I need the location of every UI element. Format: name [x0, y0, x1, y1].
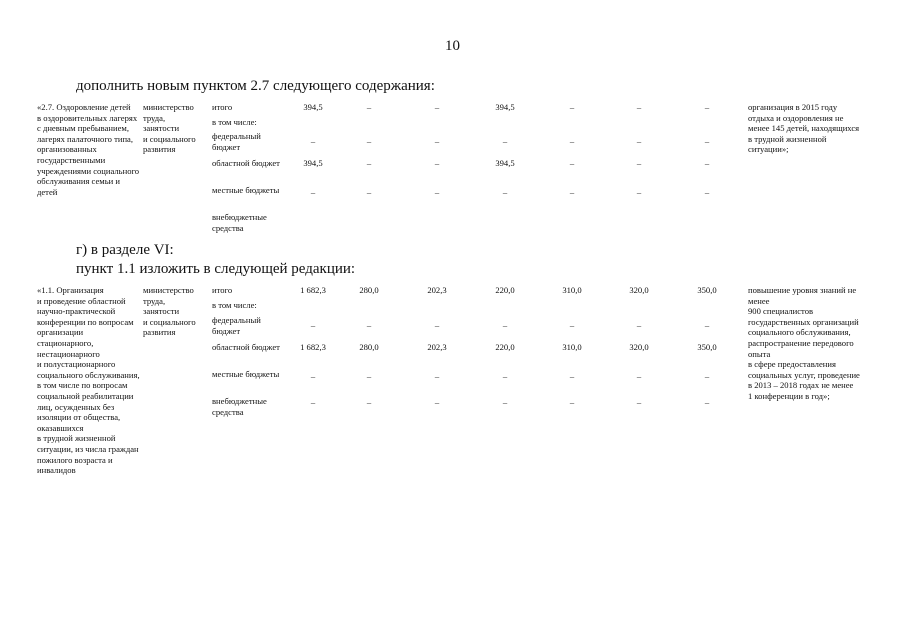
value-total-sum: – — [310, 397, 316, 407]
value-2017: – — [636, 187, 642, 197]
value-2013: – — [366, 187, 372, 197]
value-2013: 280,0 — [359, 342, 379, 352]
source-federal: федеральный бюджет — [212, 315, 261, 336]
values-total — [289, 285, 729, 296]
value-2018: 350,0 — [697, 285, 717, 295]
value-2018: – — [704, 187, 710, 197]
value-2016: – — [569, 158, 575, 168]
value-2018: – — [704, 371, 710, 381]
result-cell: организация в 2015 году отдыха и оздоровления не менее 145 детей, находящихся в трудной жизненной ситуации»; — [748, 102, 860, 155]
value-2015: – — [502, 136, 508, 146]
value-2016: – — [569, 136, 575, 146]
item-1-1-heading: пункт 1.1 изложить в следующей редакции: — [76, 261, 356, 277]
source-local: местные бюджеты — [212, 369, 280, 379]
value-2018: – — [704, 320, 710, 330]
value-2016: – — [569, 320, 575, 330]
value-2017: 320,0 — [629, 342, 649, 352]
value-2018: – — [704, 158, 710, 168]
amendment-heading-2-7: дополнить новым пунктом 2.7 следующего содержания: — [76, 78, 435, 94]
value-2014: – — [434, 320, 440, 330]
value-2013: – — [366, 136, 372, 146]
result-cell: повышение уровня знаний не менее 900 специалистов государственных организаций социального обслуживания, распространение передового опыта в сфере предоставления социальных услуг, проведение в 2013 – 2018 годах не менее 1 конференции в год»; — [748, 285, 860, 401]
values-federal — [289, 136, 729, 147]
value-2014: 202,3 — [427, 342, 447, 352]
value-2015: 220,0 — [495, 285, 515, 295]
activity-cell: «1.1. Организация и проведение областной научно-практической конференции по вопросам организации стационарного, нестационарного и полустационарного социального обслуживания, в том числе по вопросам социальной реабилитации лиц, осужденных без изоляции от общества, оказавшихся в трудной жизненной ситуации, из числа граждан пожилого возраста и инвалидов — [37, 285, 140, 476]
section-vi-heading: г) в разделе VI: — [76, 242, 174, 258]
value-2013: – — [366, 320, 372, 330]
value-2015: 394,5 — [495, 102, 515, 112]
value-2018: – — [704, 102, 710, 112]
activity-cell: «2.7. Оздоровление детей в оздоровительных лагерях с дневным пребыванием, лагерях палаточного типа, организованных государственными учреждениями социального обслуживания семьи и детей — [37, 102, 140, 197]
value-2014: – — [434, 397, 440, 407]
values-total — [289, 102, 729, 113]
value-2015: – — [502, 187, 508, 197]
page-number: 10 — [445, 38, 460, 54]
value-2016: 310,0 — [562, 342, 582, 352]
value-2016: – — [569, 397, 575, 407]
value-2013: – — [366, 397, 372, 407]
value-2015: – — [502, 371, 508, 381]
source-regional: областной бюджет — [212, 158, 280, 168]
value-2018: – — [704, 136, 710, 146]
value-2013: – — [366, 102, 372, 112]
source-including: в том числе: — [212, 117, 257, 127]
value-2014: – — [434, 136, 440, 146]
value-total-sum: – — [310, 136, 316, 146]
value-2015: – — [502, 320, 508, 330]
value-2016: 310,0 — [562, 285, 582, 295]
value-2017: – — [636, 158, 642, 168]
value-2015: 394,5 — [495, 158, 515, 168]
value-total-sum: – — [310, 320, 316, 330]
value-2017: – — [636, 136, 642, 146]
value-2014: – — [434, 158, 440, 168]
value-2015: – — [502, 397, 508, 407]
value-2017: – — [636, 397, 642, 407]
value-2017: – — [636, 371, 642, 381]
value-2015: 220,0 — [495, 342, 515, 352]
values-regional — [289, 158, 729, 169]
value-2014: 202,3 — [427, 285, 447, 295]
value-2016: – — [569, 187, 575, 197]
value-2018: 350,0 — [697, 342, 717, 352]
source-total: итого — [212, 285, 233, 295]
source-extrabudgetary: внебюджетные средства — [212, 396, 267, 417]
value-2014: – — [434, 371, 440, 381]
value-2013: – — [366, 371, 372, 381]
source-including: в том числе: — [212, 300, 257, 310]
values-local — [289, 371, 729, 382]
values-extrabudgetary — [289, 397, 729, 408]
value-total-sum: 394,5 — [303, 102, 323, 112]
source-local: местные бюджеты — [212, 185, 280, 195]
value-2017: 320,0 — [629, 285, 649, 295]
source-total: итого — [212, 102, 233, 112]
value-total-sum: – — [310, 187, 316, 197]
value-2018: – — [704, 397, 710, 407]
value-total-sum: – — [310, 371, 316, 381]
source-extrabudgetary: внебюджетные средства — [212, 212, 267, 233]
value-2016: – — [569, 102, 575, 112]
executor-cell: министерство труда, занятости и социального развития — [143, 102, 196, 155]
executor-cell: министерство труда, занятости и социального развития — [143, 285, 196, 338]
source-regional: областной бюджет — [212, 342, 280, 352]
value-2014: – — [434, 187, 440, 197]
values-regional — [289, 342, 729, 353]
value-2017: – — [636, 102, 642, 112]
value-2013: 280,0 — [359, 285, 379, 295]
values-local — [289, 187, 729, 198]
source-federal: федеральный бюджет — [212, 131, 261, 152]
value-2016: – — [569, 371, 575, 381]
values-federal — [289, 320, 729, 331]
value-total-sum: 1 682,3 — [300, 285, 326, 295]
value-2013: – — [366, 158, 372, 168]
value-total-sum: 394,5 — [303, 158, 323, 168]
value-2017: – — [636, 320, 642, 330]
value-2014: – — [434, 102, 440, 112]
value-total-sum: 1 682,3 — [300, 342, 326, 352]
